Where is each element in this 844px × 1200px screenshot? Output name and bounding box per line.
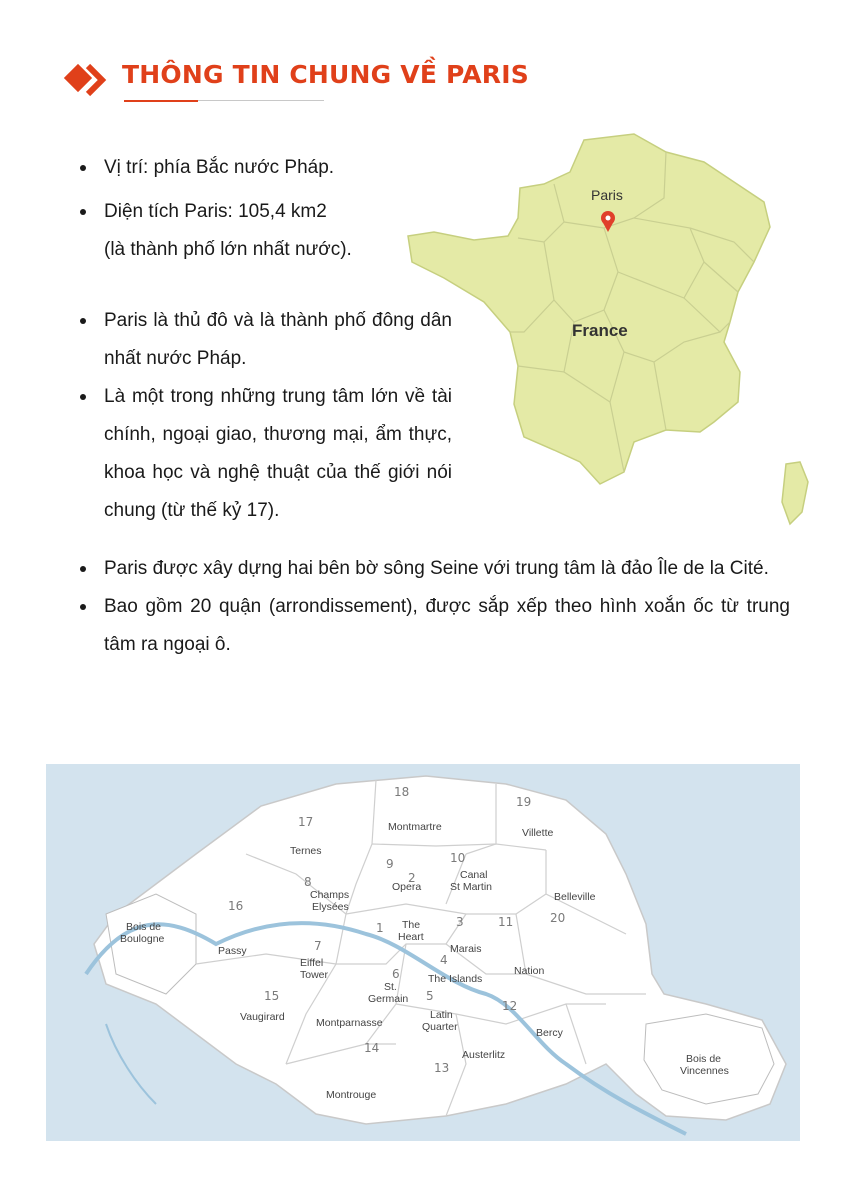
- wood-name: Boulogne: [120, 933, 165, 945]
- map-label-france: France: [572, 321, 628, 340]
- wood-name: Bois de: [686, 1053, 722, 1065]
- district-number: 11: [498, 915, 514, 929]
- district-name: Montrouge: [326, 1089, 377, 1101]
- bullet-text: Paris là thủ đô và là thành phố đông dân nhất nước Pháp.: [104, 310, 452, 369]
- page-title: THÔNG TIN CHUNG VỀ PARIS: [122, 60, 529, 89]
- district-name: The: [402, 919, 421, 931]
- district-number: 10: [450, 851, 466, 865]
- district-name: Montmartre: [388, 821, 442, 833]
- double-diamond-icon: [62, 62, 118, 98]
- district-number: 3: [456, 915, 464, 929]
- district-number: 6: [392, 967, 400, 981]
- district-number: 2: [408, 871, 416, 885]
- district-name: The Islands: [428, 973, 483, 985]
- district-name: St.: [384, 981, 397, 993]
- map-label-paris: Paris: [591, 187, 623, 203]
- district-name: Heart: [398, 931, 424, 943]
- district-name: Nation: [514, 965, 545, 977]
- bullet-text: Vị trí: phía Bắc nước Pháp.: [104, 157, 335, 178]
- district-name: Ternes: [290, 845, 322, 857]
- district-number: 4: [440, 953, 448, 967]
- district-number: 20: [550, 911, 566, 925]
- wood-name: Bois de: [126, 921, 162, 933]
- district-name: Passy: [218, 945, 247, 957]
- district-number: 17: [298, 815, 314, 829]
- district-name: Marais: [450, 943, 482, 955]
- bullet-text: Bao gồm 20 quận (arrondissement), được sắp xếp theo hình xoắn ốc từ trung tâm ra ngoại ô.: [104, 596, 790, 655]
- district-number: 15: [264, 989, 280, 1003]
- district-name: Vaugirard: [240, 1011, 285, 1023]
- district-name: Champs: [310, 889, 350, 901]
- title-underline-accent: [124, 100, 198, 102]
- district-name: Austerlitz: [462, 1049, 506, 1061]
- paris-districts-map: [46, 764, 800, 1141]
- district-number: 12: [502, 999, 518, 1013]
- list-item-location: [80, 149, 400, 187]
- district-name: Elysées: [312, 901, 349, 913]
- district-name: Tower: [300, 969, 329, 981]
- middle-bullet-list: [80, 302, 452, 530]
- list-item-districts: [80, 588, 790, 664]
- district-name: Canal: [460, 869, 488, 881]
- district-name: Latin: [430, 1009, 453, 1021]
- bullet-text: Là một trong những trung tâm lớn về tài chính, ngoại giao, thương mại, ẩm thực, khoa học và nghệ thuật của thế giới nói chung (từ thế kỷ 17).: [104, 386, 452, 521]
- district-number: 7: [314, 939, 322, 953]
- district-name: Belleville: [554, 891, 596, 903]
- bullet-subtext: (là thành phố lớn nhất nước).: [104, 239, 352, 260]
- district-name: Opera: [392, 881, 422, 893]
- district-number: 18: [394, 785, 410, 799]
- page-header: [62, 58, 582, 108]
- bullet-text: Diện tích Paris: 105,4 km2: [104, 201, 327, 222]
- district-name: St Martin: [450, 881, 493, 893]
- intro-bullet-list: [80, 149, 400, 275]
- district-number: 14: [364, 1041, 380, 1055]
- title-underline: [198, 100, 324, 101]
- list-item-area: [80, 193, 400, 269]
- district-number: 8: [304, 875, 312, 889]
- district-name: Germain: [368, 993, 409, 1005]
- france-map: [404, 132, 814, 527]
- district-number: 5: [426, 989, 434, 1003]
- district-number: 9: [386, 857, 394, 871]
- wood-name: Vincennes: [680, 1065, 729, 1077]
- bullet-text: Paris được xây dựng hai bên bờ sông Seine với trung tâm là đảo Île de la Cité.: [104, 558, 769, 579]
- district-name: Montparnasse: [316, 1017, 383, 1029]
- district-number: 16: [228, 899, 244, 913]
- list-item-seine: [80, 550, 790, 588]
- district-name: Villette: [522, 827, 554, 839]
- district-number: 13: [434, 1061, 450, 1075]
- district-name: Quarter: [422, 1021, 458, 1033]
- district-name: Eiffel: [300, 957, 324, 969]
- district-number: 19: [516, 795, 532, 809]
- list-item-capital: [80, 302, 452, 378]
- district-name: Bercy: [536, 1027, 563, 1039]
- full-bullet-list: [80, 550, 790, 664]
- list-item-centre: [80, 378, 452, 530]
- district-number: 1: [376, 921, 384, 935]
